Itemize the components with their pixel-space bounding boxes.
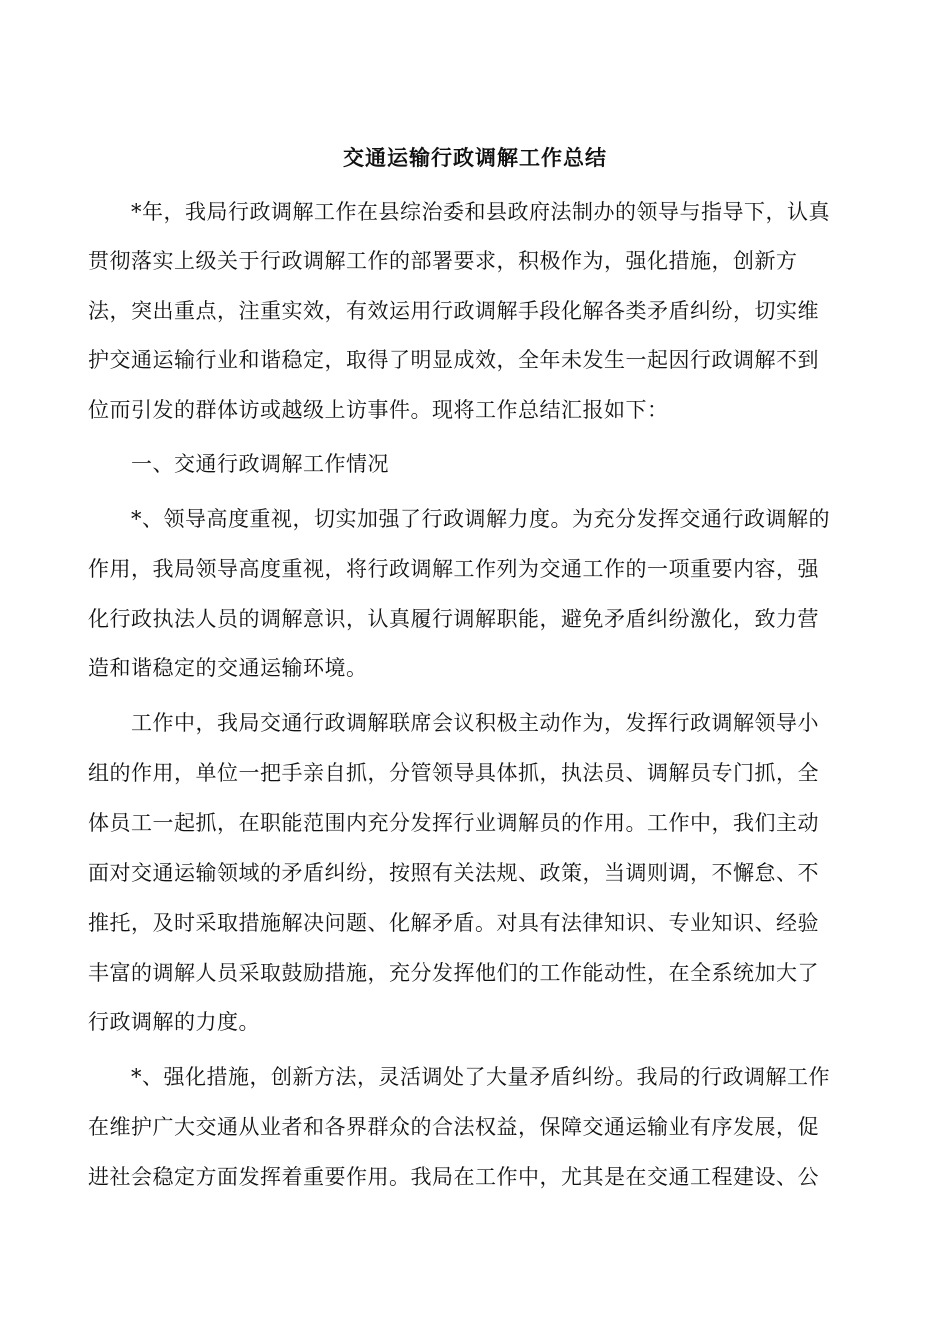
paragraph-3-line-2: 组的作用，单位一把手亲自抓，分管领导具体抓，执法员、调解员专门抓，全	[88, 761, 819, 785]
paragraph-2-line-3: 化行政执法人员的调解意识，认真履行调解职能，避免矛盾纠纷激化，致力营	[88, 607, 819, 631]
paragraph-3-line-7: 行政调解的力度。	[88, 1010, 260, 1034]
paragraph-2-line-4: 造和谐稳定的交通运输环境。	[88, 656, 368, 680]
paragraph-4-line-2: 在维护广大交通从业者和各界群众的合法权益，保障交通运输业有序发展，促	[88, 1115, 819, 1139]
paragraph-1-line-3: 法，突出重点，注重实效，有效运用行政调解手段化解各类矛盾纠纷，切实维	[88, 299, 819, 323]
paragraph-3-line-3: 体员工一起抓，在职能范围内充分发挥行业调解员的作用。工作中，我们主动	[88, 811, 819, 835]
paragraph-3-line-4: 面对交通运输领域的矛盾纠纷，按照有关法规、政策，当调则调，不懈怠、不	[88, 861, 819, 885]
paragraph-1-line-2: 贯彻落实上级关于行政调解工作的部署要求，积极作为，强化措施，创新方	[88, 249, 798, 273]
paragraph-1-line-5: 位而引发的群体访或越级上访事件。现将工作总结汇报如下：	[88, 398, 669, 422]
paragraph-3-line-5: 推托，及时采取措施解决问题、化解矛盾。对具有法律知识、专业知识、经验	[88, 911, 819, 935]
paragraph-4-line-1: *、强化措施，创新方法，灵活调处了大量矛盾纠纷。我局的行政调解工作	[131, 1065, 830, 1089]
paragraph-2-line-1: *、领导高度重视，切实加强了行政调解力度。为充分发挥交通行政调解的	[131, 507, 830, 531]
paragraph-3-line-1: 工作中，我局交通行政调解联席会议积极主动作为，发挥行政调解领导小	[131, 711, 819, 735]
paragraph-4-line-3: 进社会稳定方面发挥着重要作用。我局在工作中，尤其是在交通工程建设、公	[88, 1165, 819, 1189]
paragraph-3-line-6: 丰富的调解人员采取鼓励措施，充分发挥他们的工作能动性，在全系统加大了	[88, 961, 819, 985]
section-heading-1: 一、交通行政调解工作情况	[131, 452, 389, 476]
paragraph-1-line-4: 护交通运输行业和谐稳定，取得了明显成效，全年未发生一起因行政调解不到	[88, 348, 819, 372]
document-title: 交通运输行政调解工作总结	[343, 145, 607, 170]
paragraph-2-line-2: 作用，我局领导高度重视，将行政调解工作列为交通工作的一项重要内容，强	[88, 557, 819, 581]
paragraph-1-line-1: *年，我局行政调解工作在县综治委和县政府法制办的领导与指导下，认真	[131, 200, 830, 224]
